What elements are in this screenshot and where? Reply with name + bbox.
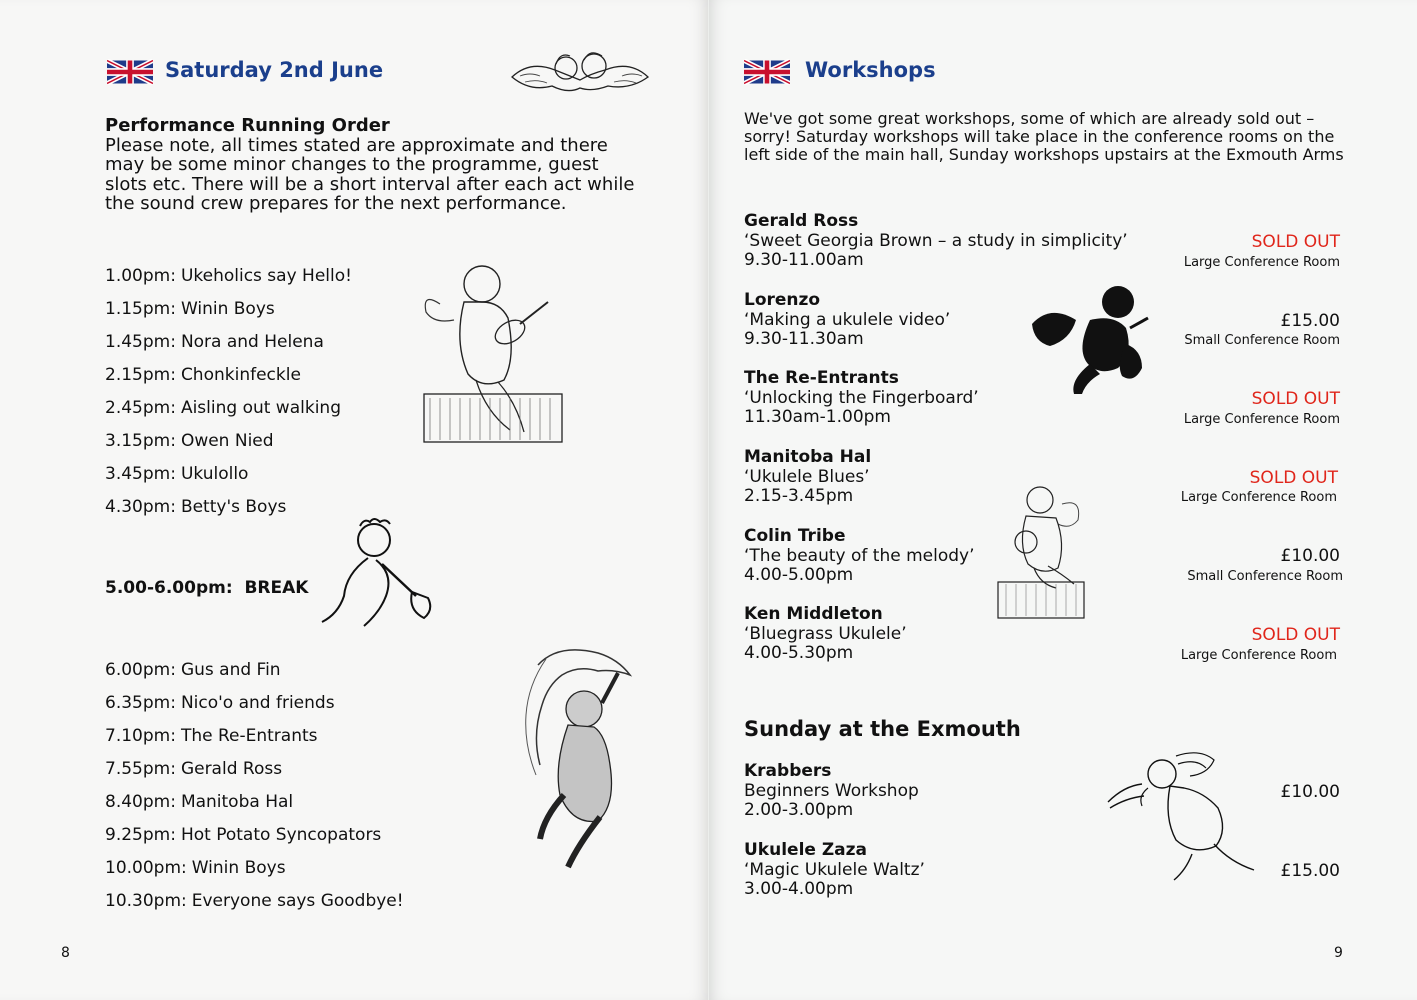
break-time: 5.00-6.00pm: [105, 578, 233, 598]
schedule-act: Winin Boys [180, 299, 275, 319]
schedule-act: Gus and Fin [180, 660, 281, 680]
workshop-time: 9.30-11.00am [744, 250, 864, 270]
schedule-item [105, 858, 286, 878]
schedule-item [105, 891, 404, 911]
schedule-item [105, 792, 293, 812]
workshop-title: ‘Making a ukulele video’ [744, 309, 951, 330]
workshop-title: ‘Ukulele Blues’ [744, 466, 870, 487]
union-flag-icon [107, 59, 153, 85]
schedule-time: 8.40pm: [105, 792, 176, 812]
schedule-time: 10.30pm: [105, 891, 187, 911]
schedule-act: The Re-Entrants [180, 726, 318, 746]
schedule-act: Chonkinfeckle [180, 365, 301, 385]
schedule-act: Ukeholics say Hello! [180, 266, 352, 286]
schedule-time: 7.10pm: [105, 726, 176, 746]
cherub-mandolin-icon [420, 262, 565, 444]
workshop-time: 4.00-5.00pm [744, 565, 854, 585]
schedule-item [105, 759, 282, 779]
schedule-item [105, 431, 274, 451]
cherubs-icon [510, 42, 650, 102]
saturday-heading: Saturday 2nd June [165, 58, 384, 82]
workshop-price: £10.00 [1280, 782, 1340, 802]
schedule-item [105, 464, 248, 484]
schedule-act: Hot Potato Syncopators [180, 825, 382, 845]
schedule-time: 1.00pm: [105, 266, 176, 286]
workshop-room: Small Conference Room [1184, 333, 1340, 348]
workshop-name: Ukulele Zaza [744, 840, 868, 860]
running-order-block [105, 116, 645, 214]
schedule-time: 6.35pm: [105, 693, 176, 713]
workshop-time: 9.30-11.30am [744, 329, 864, 349]
workshop-price: SOLD OUT [1249, 468, 1338, 488]
workshop-name: Krabbers [744, 761, 832, 781]
schedule-act: Nora and Helena [180, 332, 324, 352]
schedule-time: 3.45pm: [105, 464, 176, 484]
schedule-act: Manitoba Hal [180, 792, 294, 812]
schedule-time: 2.45pm: [105, 398, 176, 418]
workshop-price: SOLD OUT [1251, 625, 1340, 645]
cherub-banjo-icon [996, 484, 1086, 620]
running-order-note: Please note, all times stated are approximate and there may be some minor changes to the programme, guest slots etc. There will be a short interval after each act while the sound crew prepares for the next performance. [105, 134, 635, 214]
schedule-time: 10.00pm: [105, 858, 187, 878]
union-flag-icon [744, 59, 790, 85]
schedule-item [105, 332, 324, 352]
schedule-time: 2.15pm: [105, 365, 176, 385]
schedule-item [105, 726, 318, 746]
schedule-time: 3.15pm: [105, 431, 176, 451]
schedule-item [105, 398, 341, 418]
workshop-title: Beginners Workshop [744, 780, 919, 801]
workshop-name: Manitoba Hal [744, 447, 872, 467]
schedule-time: 1.45pm: [105, 332, 176, 352]
page-number-right: 9 [1334, 945, 1343, 961]
workshop-room: Large Conference Room [1180, 490, 1337, 505]
workshop-name: Colin Tribe [744, 526, 846, 546]
schedule-act: Owen Nied [180, 431, 274, 451]
workshop-name: Lorenzo [744, 290, 821, 310]
schedule-act: Aisling out walking [180, 398, 341, 418]
sunday-heading: Sunday at the Exmouth [744, 717, 1021, 741]
workshop-price: £15.00 [1280, 861, 1340, 881]
workshop-name: Gerald Ross [744, 211, 859, 231]
workshop-price: SOLD OUT [1251, 232, 1340, 252]
schedule-item [105, 693, 335, 713]
schedule-item [105, 266, 352, 286]
page-number-left: 8 [61, 945, 70, 961]
workshops-intro: We've got some great workshops, some of which are already sold out – sorry! Saturday workshops will take place in the conference rooms on the left side of the main hall, Sunday workshops upstairs at the Exmouth Arms [744, 109, 1344, 164]
trumpet-cherub-icon [316, 514, 432, 630]
workshop-price: £10.00 [1280, 546, 1340, 566]
workshop-time: 2.00-3.00pm [744, 800, 854, 820]
workshop-title: ‘Sweet Georgia Brown – a study in simplicity’ [744, 230, 1128, 251]
schedule-act: Betty's Boys [180, 497, 287, 517]
workshop-title: ‘Magic Ukulele Waltz’ [744, 859, 925, 880]
workshop-price: £15.00 [1280, 311, 1340, 331]
schedule-act: Gerald Ross [180, 759, 283, 779]
flying-cherub-icon [1104, 746, 1262, 886]
break-row [105, 578, 308, 598]
running-order-title: Performance Running Order [105, 115, 390, 136]
cherub-drape-icon [518, 645, 638, 873]
schedule-item [105, 497, 286, 517]
schedule-item [105, 365, 301, 385]
workshop-time: 11.30am-1.00pm [744, 407, 891, 427]
workshop-room: Large Conference Room [1180, 648, 1337, 663]
workshop-title: ‘Bluegrass Ukulele’ [744, 623, 907, 644]
workshops-heading: Workshops [805, 58, 936, 82]
workshop-room: Large Conference Room [1183, 412, 1340, 427]
schedule-item [105, 660, 281, 680]
schedule-act: Ukulollo [180, 464, 249, 484]
schedule-item [105, 825, 381, 845]
schedule-time: 9.25pm: [105, 825, 176, 845]
schedule-act: Nico'o and friends [180, 693, 335, 713]
schedule-act: Winin Boys [191, 858, 286, 878]
schedule-item [105, 299, 275, 319]
schedule-time: 4.30pm: [105, 497, 176, 517]
workshop-time: 2.15-3.45pm [744, 486, 854, 506]
schedule-time: 6.00pm: [105, 660, 176, 680]
cherub-silhouette-icon [1030, 284, 1152, 398]
workshop-title: ‘Unlocking the Fingerboard’ [744, 387, 979, 408]
workshop-name: The Re-Entrants [744, 368, 899, 388]
schedule-act: Everyone says Goodbye! [191, 891, 404, 911]
workshop-room: Small Conference Room [1187, 569, 1343, 584]
workshop-room: Large Conference Room [1183, 255, 1340, 270]
left-page [0, 0, 708, 1000]
workshop-time: 4.00-5.30pm [744, 643, 854, 663]
workshop-time: 3.00-4.00pm [744, 879, 854, 899]
workshop-title: ‘The beauty of the melody’ [744, 545, 975, 566]
workshop-price: SOLD OUT [1251, 389, 1340, 409]
break-label: BREAK [244, 578, 309, 598]
schedule-time: 7.55pm: [105, 759, 176, 779]
schedule-time: 1.15pm: [105, 299, 176, 319]
workshop-name: Ken Middleton [744, 604, 883, 624]
